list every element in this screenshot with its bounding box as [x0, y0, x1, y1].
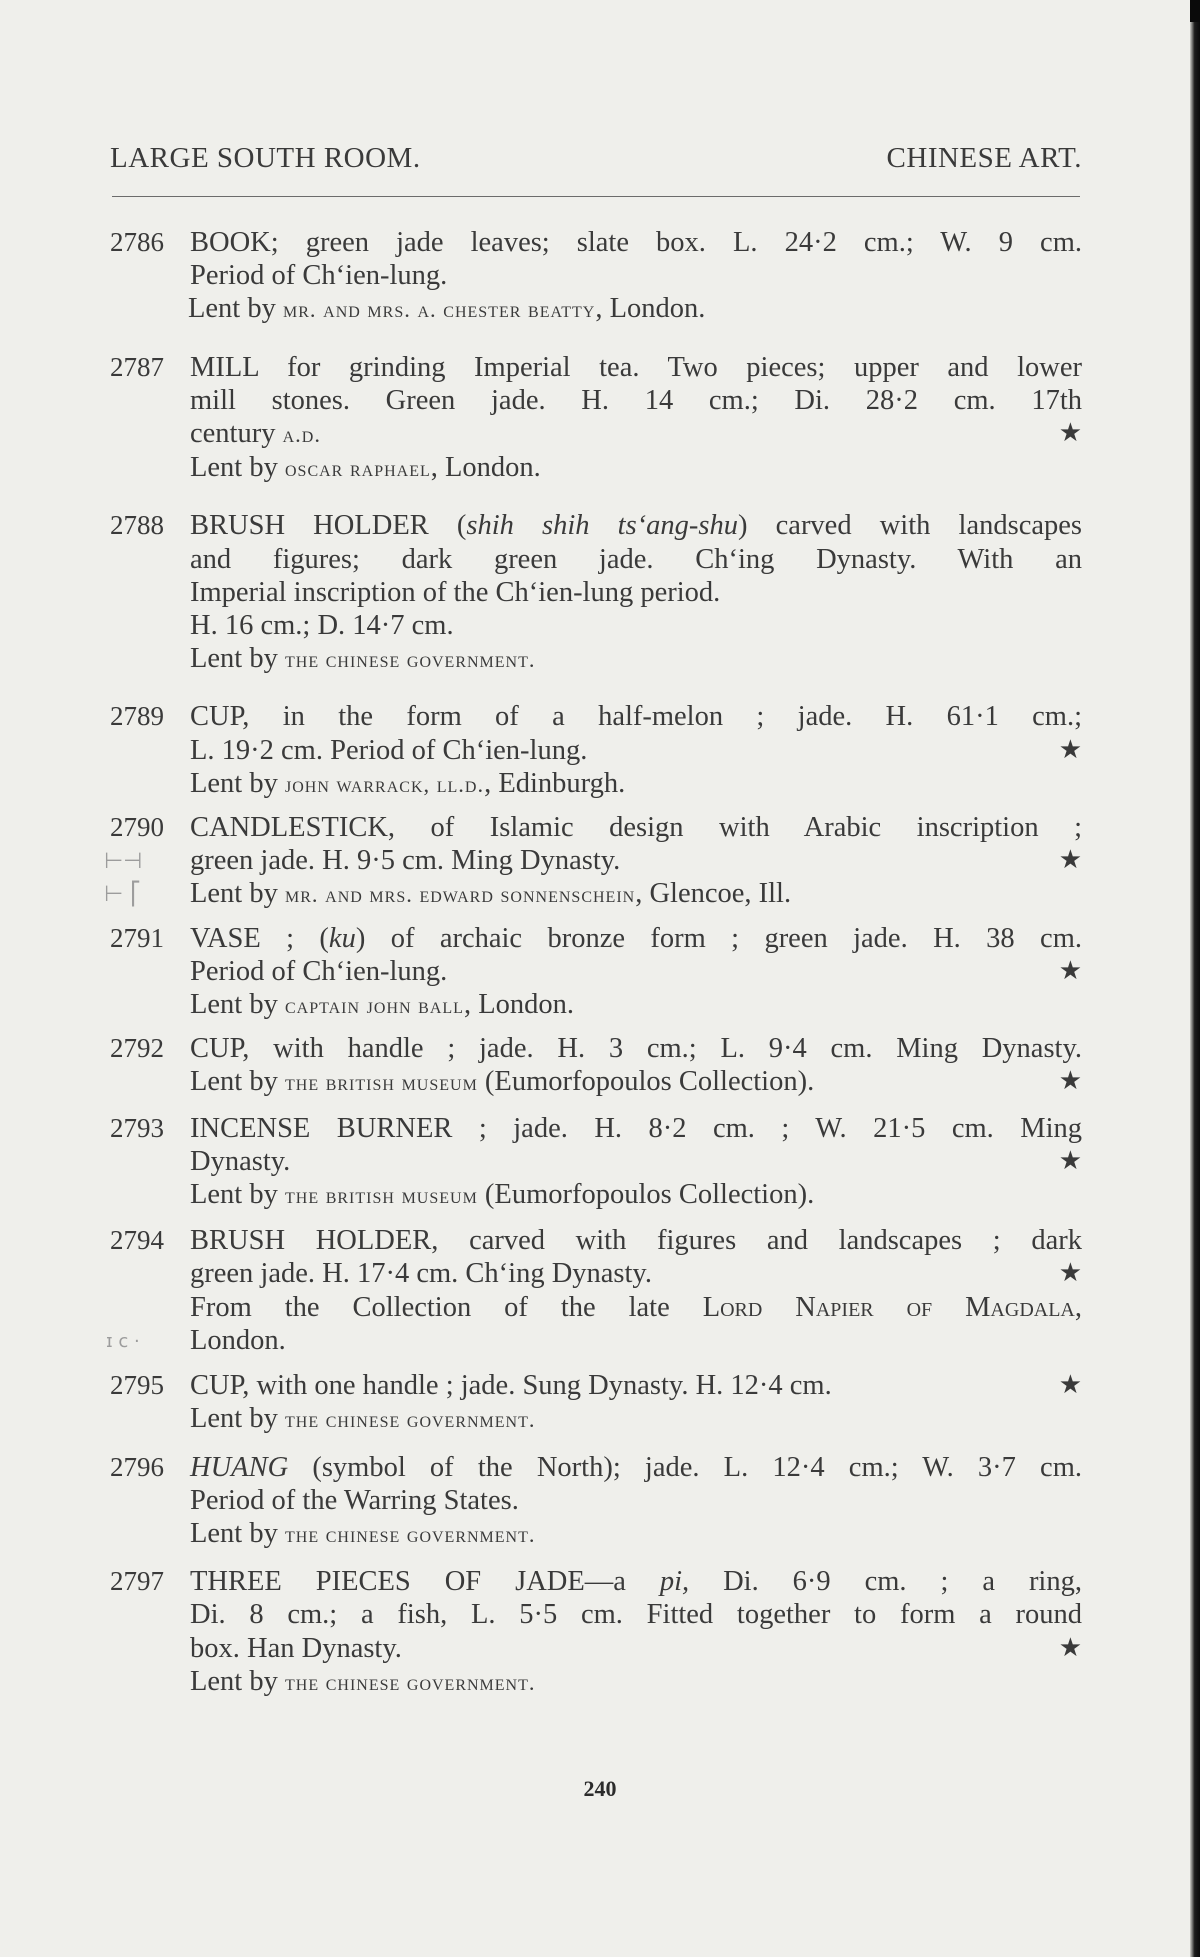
entry-text: century [190, 418, 283, 450]
chinese-term: ku [328, 922, 356, 954]
lent-by-text: Lent by [190, 1517, 285, 1549]
entry-text: THREE PIECES OF JADE—a [190, 1566, 660, 1598]
lender-line [190, 1402, 1082, 1436]
entry-number: 2797 [110, 1566, 164, 1597]
lender-name: mr. and mrs. edward sonnenschein [284, 882, 636, 908]
lender-location: (Eumorfopoulos Collection). [477, 1066, 815, 1098]
lender-location: , Glencoe, Ill. [635, 878, 792, 910]
entry-description [190, 955, 1082, 988]
catalogue-entries [106, 226, 1082, 1699]
lender-name: the chinese government. [284, 1669, 536, 1695]
margin-annotation: ɪ ᴄ · [106, 1331, 140, 1353]
entry-description: mill stones. Green jade. H. 14 cm.; Di. 28·2 cm. 17th [190, 384, 1082, 416]
lent-by-text: Lent by [190, 1403, 285, 1435]
entry-description [190, 922, 1082, 955]
star-icon: ★ [1058, 1632, 1082, 1663]
star-icon: ★ [1058, 955, 1082, 986]
entry-text: ) carved with landscapes [738, 510, 1082, 542]
entry-2797 [106, 1565, 1082, 1699]
collector-name: Lord Napier of Magdala, [702, 1291, 1082, 1323]
lender-name: the chinese government. [284, 647, 536, 673]
entry-text: CUP, with one handle ; jade. Sung Dynasty. H. 12·4 cm. [190, 1370, 832, 1402]
entry-number: 2795 [110, 1370, 164, 1401]
entry-text: ) of archaic bronze form ; green jade. H. 38 cm. [355, 922, 1082, 954]
lender-line [190, 1178, 1082, 1212]
entry-description: CUP, in the form of a half-melon ; jade. H. 61·1 cm.; [190, 701, 1082, 733]
lent-by-text: Lent by [190, 1179, 285, 1211]
entry-text: From the Collection of the late [190, 1291, 703, 1323]
lender-line [190, 451, 1082, 485]
entry-description [190, 417, 1082, 451]
entry-description [190, 1369, 1082, 1402]
provenance-line [190, 1291, 1082, 1324]
lender-name: the british museum [284, 1070, 478, 1096]
entry-description: Period of Ch‘ien-lung. [190, 260, 448, 292]
entry-text: box. Han Dynasty. [190, 1632, 402, 1664]
star-icon: ★ [1058, 845, 1082, 876]
entry-description: MILL for grinding Imperial tea. Two pieces; upper and lower [190, 351, 1082, 383]
entry-2787 [106, 351, 1082, 486]
header-right: CHINESE ART. [886, 142, 1082, 174]
entry-2790 [106, 811, 1082, 912]
entry-text: BRUSH HOLDER ( [190, 510, 467, 542]
lender-location: , Edinburgh. [484, 767, 626, 799]
chinese-term: shih shih ts‘ang-shu [466, 510, 739, 542]
lent-by-text: Lent by [190, 989, 285, 1021]
entry-number: 2786 [110, 227, 164, 257]
chinese-term: pi, [659, 1566, 690, 1598]
entry-text: VASE ; ( [190, 922, 329, 954]
entry-description [190, 1632, 1082, 1665]
lent-by-text: Lent by [190, 1066, 285, 1098]
lender-location: , London. [430, 452, 541, 484]
entry-number: 2793 [110, 1112, 164, 1143]
entry-description: H. 16 cm.; D. 14·7 cm. [190, 610, 454, 642]
lender-line [190, 1065, 1082, 1099]
lent-by-text: Lent by [190, 1665, 285, 1697]
page-edge-shadow [1190, 0, 1200, 1957]
entry-description: London. [190, 1324, 286, 1356]
era-abbreviation: a.d. [282, 422, 321, 448]
margin-annotation: ⊢ ⎡ [104, 882, 142, 908]
star-icon: ★ [1058, 1145, 1082, 1176]
chinese-term: HUANG [190, 1451, 289, 1483]
star-icon: ★ [1058, 418, 1082, 449]
entry-description: Period of the Warring States. [190, 1484, 519, 1516]
entry-2795 [106, 1369, 1082, 1436]
lent-by-text: Lent by [190, 452, 285, 484]
lent-by-text: Lent by [190, 767, 285, 799]
lender-name: the chinese government. [284, 1407, 536, 1433]
entry-description [190, 844, 1082, 877]
lent-by-text: Lent by [190, 643, 285, 675]
entry-2794 [106, 1224, 1082, 1357]
entry-description: BRUSH HOLDER, carved with figures and landscapes ; dark [190, 1225, 1082, 1257]
entry-description: CUP, with handle ; jade. H. 3 cm.; L. 9·4 cm. Ming Dynasty. [190, 1033, 1082, 1065]
entry-text: (symbol of the North); jade. L. 12·4 cm.; W. 3·7 cm. [288, 1451, 1082, 1483]
entry-text: green jade. H. 9·5 cm. Ming Dynasty. [190, 845, 621, 877]
header-rule [112, 196, 1080, 197]
entry-2786 [106, 226, 1082, 327]
entry-description: INCENSE BURNER ; jade. H. 8·2 cm. ; W. 21·5 cm. Ming [190, 1112, 1082, 1144]
lender-name: captain john ball [284, 993, 464, 1019]
entry-number: 2794 [110, 1225, 164, 1256]
entry-2796 [106, 1451, 1082, 1552]
entry-text: L. 19·2 cm. Period of Ch‘ien-lung. [190, 734, 588, 766]
entry-text: Dynasty. [190, 1145, 291, 1177]
lender-location: (Eumorfopoulos Collection). [477, 1179, 815, 1211]
entry-description: CANDLESTICK, of Islamic design with Arabic inscription ; [190, 812, 1082, 844]
entry-description: BOOK; green jade leaves; slate box. L. 24·2 cm.; W. 9 cm. [190, 227, 1082, 258]
entry-description [190, 509, 1082, 542]
entry-2791 [106, 922, 1082, 1023]
entry-description [190, 734, 1082, 767]
entry-description [190, 1565, 1082, 1598]
lender-line [190, 1665, 1082, 1699]
entry-text: Di. 6·9 cm. ; a ring, [689, 1566, 1082, 1598]
lender-name: the chinese government. [284, 1521, 536, 1547]
running-head [110, 142, 1082, 182]
lent-by-text: Lent by [188, 293, 283, 325]
entry-number: 2787 [110, 351, 164, 382]
entry-2789 [106, 700, 1082, 801]
entry-2793 [106, 1112, 1082, 1213]
star-icon: ★ [1058, 1066, 1082, 1097]
page-edge-corner [1190, 0, 1200, 22]
entry-description: Di. 8 cm.; a fish, L. 5·5 cm. Fitted together to form a round [190, 1599, 1082, 1631]
entry-description [190, 1145, 1082, 1178]
entry-text: green jade. H. 17·4 cm. Ch‘ing Dynasty. [190, 1258, 652, 1290]
lender-location: , London. [463, 989, 574, 1021]
entry-number: 2790 [110, 812, 164, 843]
star-icon: ★ [1058, 1258, 1082, 1289]
entry-2788 [106, 509, 1082, 676]
entry-description [190, 1451, 1082, 1484]
entry-description: Imperial inscription of the Ch‘ien-lung period. [190, 576, 721, 608]
lender-line [190, 642, 1082, 676]
entry-number: 2791 [110, 922, 164, 953]
lender-name: the british museum [284, 1183, 478, 1209]
margin-annotation: ⊢⊣ [104, 849, 143, 875]
entry-number: 2789 [110, 701, 164, 732]
lender-location: , London. [595, 293, 706, 325]
lender-line [190, 988, 1082, 1022]
lender-name: john warrack, ll.d. [284, 771, 485, 797]
entry-number: 2788 [110, 510, 164, 541]
entry-description: and figures; dark green jade. Ch‘ing Dynasty. With an [190, 543, 1082, 575]
star-icon: ★ [1058, 734, 1082, 765]
star-icon: ★ [1058, 1370, 1082, 1401]
lender-line [190, 1517, 1082, 1551]
lender-line [190, 767, 1082, 801]
lender-line [188, 292, 1080, 326]
entry-2792 [106, 1032, 1082, 1099]
lender-name: oscar raphael [284, 456, 431, 482]
entry-number: 2792 [110, 1033, 164, 1064]
entry-description [190, 1257, 1082, 1290]
page-number: 240 [583, 1776, 617, 1801]
header-left: LARGE SOUTH ROOM. [110, 142, 421, 174]
entry-text: Period of Ch‘ien-lung. [190, 955, 448, 987]
lender-line [190, 877, 1082, 911]
entry-number: 2796 [110, 1451, 164, 1482]
lent-by-text: Lent by [190, 878, 285, 910]
lender-name: mr. and mrs. a. chester beatty [282, 297, 596, 323]
